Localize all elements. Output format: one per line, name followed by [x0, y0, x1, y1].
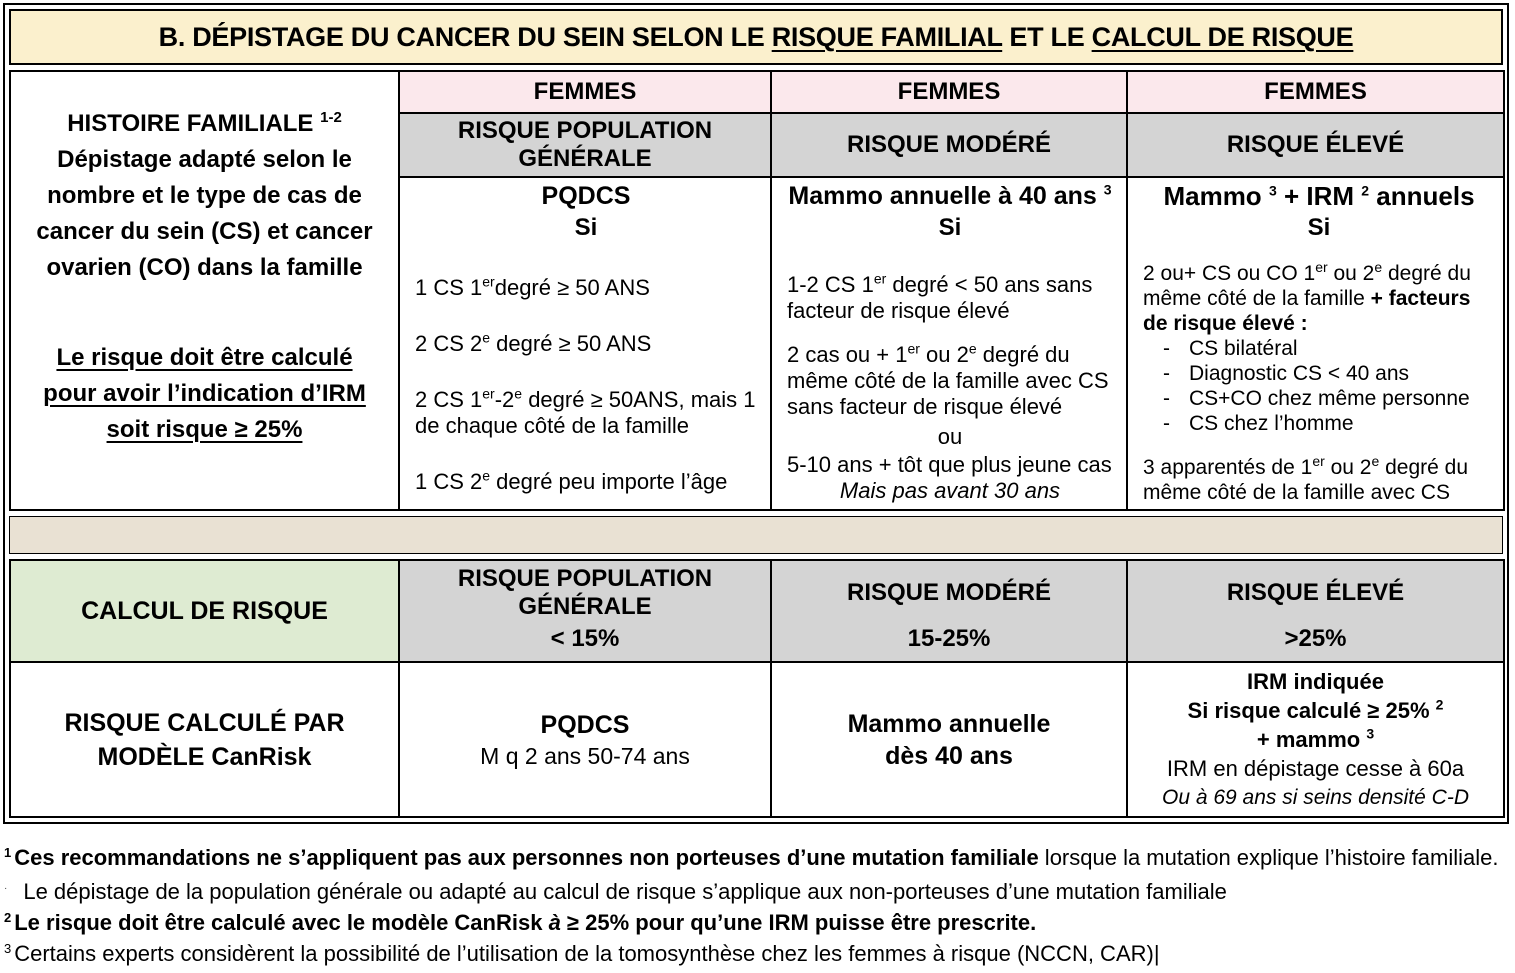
population-criteria-cell: [399, 177, 771, 510]
criteria-note-italic: Mais pas avant 30 ans: [839, 478, 1061, 503]
canrisk-modere-cell: Mammo annuelle dès 40 ans: [771, 662, 1127, 817]
criteria-item: 2 cas ou + 1er ou 2e degré du même côté de la famille avec CS sans facteur de risque élevé: [787, 340, 1109, 419]
title-underline-calcul-risque: CALCUL DE RISQUE: [1091, 21, 1354, 52]
modere-criteria-cell: [771, 177, 1127, 510]
footnote-1: $^1$ Ces recommandations ne s’appliquent pas aux personnes non porteuses d’une mutation familiale lorsque la mutation explique l’histoire familiale.: [4, 844, 1499, 870]
range-population: < 15%: [550, 625, 620, 652]
ou-connector: ou: [937, 424, 963, 449]
femmes-header-population: FEMMES: [399, 71, 771, 113]
text-cursor: |: [1153, 941, 1160, 967]
criteria-item: 5-10 ans + tôt que plus jeune cas: [787, 452, 1112, 477]
risk-header-population: RISQUE POPULATION GÉNÉRALE: [399, 113, 771, 177]
risk-factor-bullet: - Diagnostic CS < 40 ans: [1163, 362, 1410, 385]
femmes-header-eleve: FEMMES: [1127, 71, 1504, 113]
footnote-1b: · Le dépistage de la population générale ou adapté au calcul de risque s’applique aux non-porteuses d’une mutation familiale: [4, 879, 1227, 905]
heading-superscript: 1-2: [320, 109, 342, 126]
femmes-header-modere: FEMMES: [771, 71, 1127, 113]
criteria-item: 3 apparentés de 1er ou 2e degré du même côté de la famille avec CS: [1143, 453, 1469, 504]
range-eleve: >25%: [1284, 625, 1347, 652]
calcul-de-risque-header: CALCUL DE RISQUE: [10, 560, 399, 662]
title-pre: B. DÉPISTAGE DU CANCER DU SEIN SELON LE: [158, 21, 772, 52]
criteria-item: 1 CS 1erdegré ≥ 50 ANS: [415, 273, 650, 300]
family-history-table: [9, 70, 1505, 511]
criteria-item: 1 CS 2e degré peu importe l’âge: [415, 467, 728, 494]
criteria-item: 2 CS 1er-2e degré ≥ 50ANS, mais 1 de chaque côté de la famille: [415, 385, 756, 438]
pqdcs-title: PQDCS: [541, 182, 631, 210]
risk-calculation-table: [9, 559, 1505, 818]
eleve-criteria-cell: [1127, 177, 1504, 510]
t2-header-modere: RISQUE MODÉRÉ 15-25%: [771, 560, 1127, 662]
family-history-description: Dépistage adapté selon le nombre et le type de cas de cancer du sein (CS) et cancer ovarien (CO) dans la famille: [36, 146, 373, 281]
screening-chart-frame: [3, 3, 1509, 824]
criteria-item: 2 CS 2e degré ≥ 50 ANS: [415, 329, 652, 356]
footnotes: [4, 842, 1512, 969]
risk-factor-bullet: - CS bilatéral: [1163, 337, 1298, 360]
chart-title: [9, 9, 1503, 65]
family-history-heading: HISTOIRE FAMILIALE $^{1-2}$: [67, 109, 342, 137]
family-history-cell: [10, 71, 399, 510]
range-modere: 15-25%: [907, 625, 991, 652]
risk-factor-bullet: - CS chez l’homme: [1163, 412, 1354, 435]
t2-header-population: RISQUE POPULATION GÉNÉRALE < 15%: [399, 560, 771, 662]
title-underline-risque-familial: RISQUE FAMILIAL: [771, 21, 1003, 52]
si-label: Si: [574, 214, 598, 241]
footnote-2: $^2$ Le risque doit être calculé avec le modèle CanRisk à ≥ 25% pour qu’une IRM puisse être prescrite.: [4, 910, 1037, 936]
separator-band: [9, 516, 1503, 554]
canrisk-row-label: RISQUE CALCULÉ PAR MODÈLE CanRisk: [10, 662, 399, 817]
criteria-item: 1-2 CS 1er degré < 50 ans sans facteur de risque élevé: [787, 270, 1093, 323]
mammo-irm-title: Mammo $^3$ + IRM $^2$ annuels: [1163, 181, 1475, 211]
si-label: Si: [938, 214, 962, 241]
title-mid: ET LE: [1002, 21, 1092, 52]
risk-calculation-note: Le risque doit être calculé pour avoir l’indication d’IRM soit risque ≥ 25%: [43, 344, 366, 443]
t2-header-eleve: RISQUE ÉLEVÉ >25%: [1127, 560, 1504, 662]
si-label: Si: [1307, 214, 1331, 241]
criteria-item: 2 ou+ CS ou CO 1er ou 2e degré du même côté de la famille + facteurs de risque élevé :: [1143, 259, 1471, 335]
risk-header-modere: RISQUE MODÉRÉ: [771, 113, 1127, 177]
canrisk-population-cell: PQDCS M q 2 ans 50-74 ans: [399, 662, 771, 817]
title-text: [159, 22, 1354, 53]
risk-header-eleve: RISQUE ÉLEVÉ: [1127, 113, 1504, 177]
canrisk-eleve-cell: IRM indiquée Si risque calculé ≥ 25% $^2$ + mammo $^3$ IRM en dépistage cesse à 60a Ou à 69 ans si seins densité C-D: [1127, 662, 1504, 817]
mammo-annuelle-title: Mammo annuelle à 40 ans $^3$: [788, 181, 1112, 210]
footnote-3: $^3$ Certains experts considèrent la possibilité de l’utilisation de la tomosynthèse chez les femmes à risque (NCCN, CAR)|: [4, 941, 1160, 967]
risk-factor-bullet: - CS+CO chez même personne: [1163, 387, 1470, 410]
